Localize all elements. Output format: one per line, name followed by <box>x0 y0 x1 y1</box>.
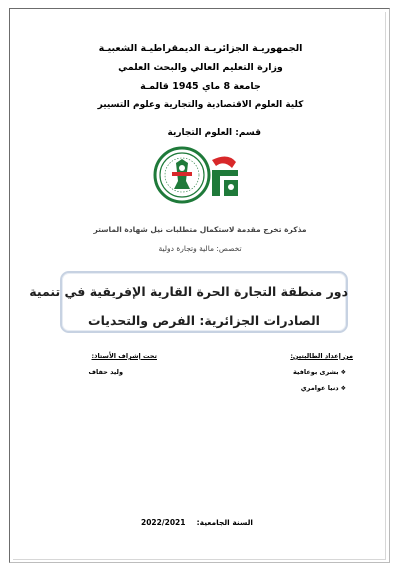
student-name-1 <box>293 368 346 376</box>
academic-year-value: 2022/2021 <box>141 518 186 527</box>
department-line: قسم: العلوم التجارية <box>167 128 261 138</box>
university-line: جامعة 8 ماي 1945 قالمـة <box>140 81 261 92</box>
memo-line: مذكرة تخرج مقدمة لاستكمال متطلبات نيل شهادة الماستر <box>93 225 307 234</box>
supervisor-label: تحت إشراف الأستاذ: <box>91 352 157 360</box>
diamond-bullet-icon: ❖ <box>340 385 346 392</box>
students-label: من إعداد الطالبتين: <box>290 352 353 360</box>
academic-year-label: السنة الجامعية: <box>196 518 253 527</box>
supervisor-name: وليد حفاف <box>88 368 123 376</box>
faculty-line: كلية العلوم الاقتصادية والتجارية وعلوم التسيير <box>97 100 304 110</box>
diamond-bullet-icon: ❖ <box>340 369 346 376</box>
university-seal-logo <box>152 146 248 204</box>
student-name-2 <box>301 384 346 392</box>
thesis-title-line-1: دور منطقة التجارة الحرة القارية الإفريقية في تنمية <box>29 284 348 299</box>
student-name-2-text: دنيا عوامري <box>300 384 339 392</box>
ministry-line: وزارة التعليم العالي والبحث العلمي <box>118 62 283 73</box>
republic-line: الجمهوريـة الجزائريـة الديمقراطيـة الشعبيـة <box>98 43 303 54</box>
thesis-title-line-2: الصادرات الجزائرية: الفرص والتحديات <box>88 313 320 328</box>
specialization-line: تخصص: مالية وتجارة دولية <box>158 244 242 253</box>
student-name-1-text: بشرى بوعافية <box>293 368 339 376</box>
